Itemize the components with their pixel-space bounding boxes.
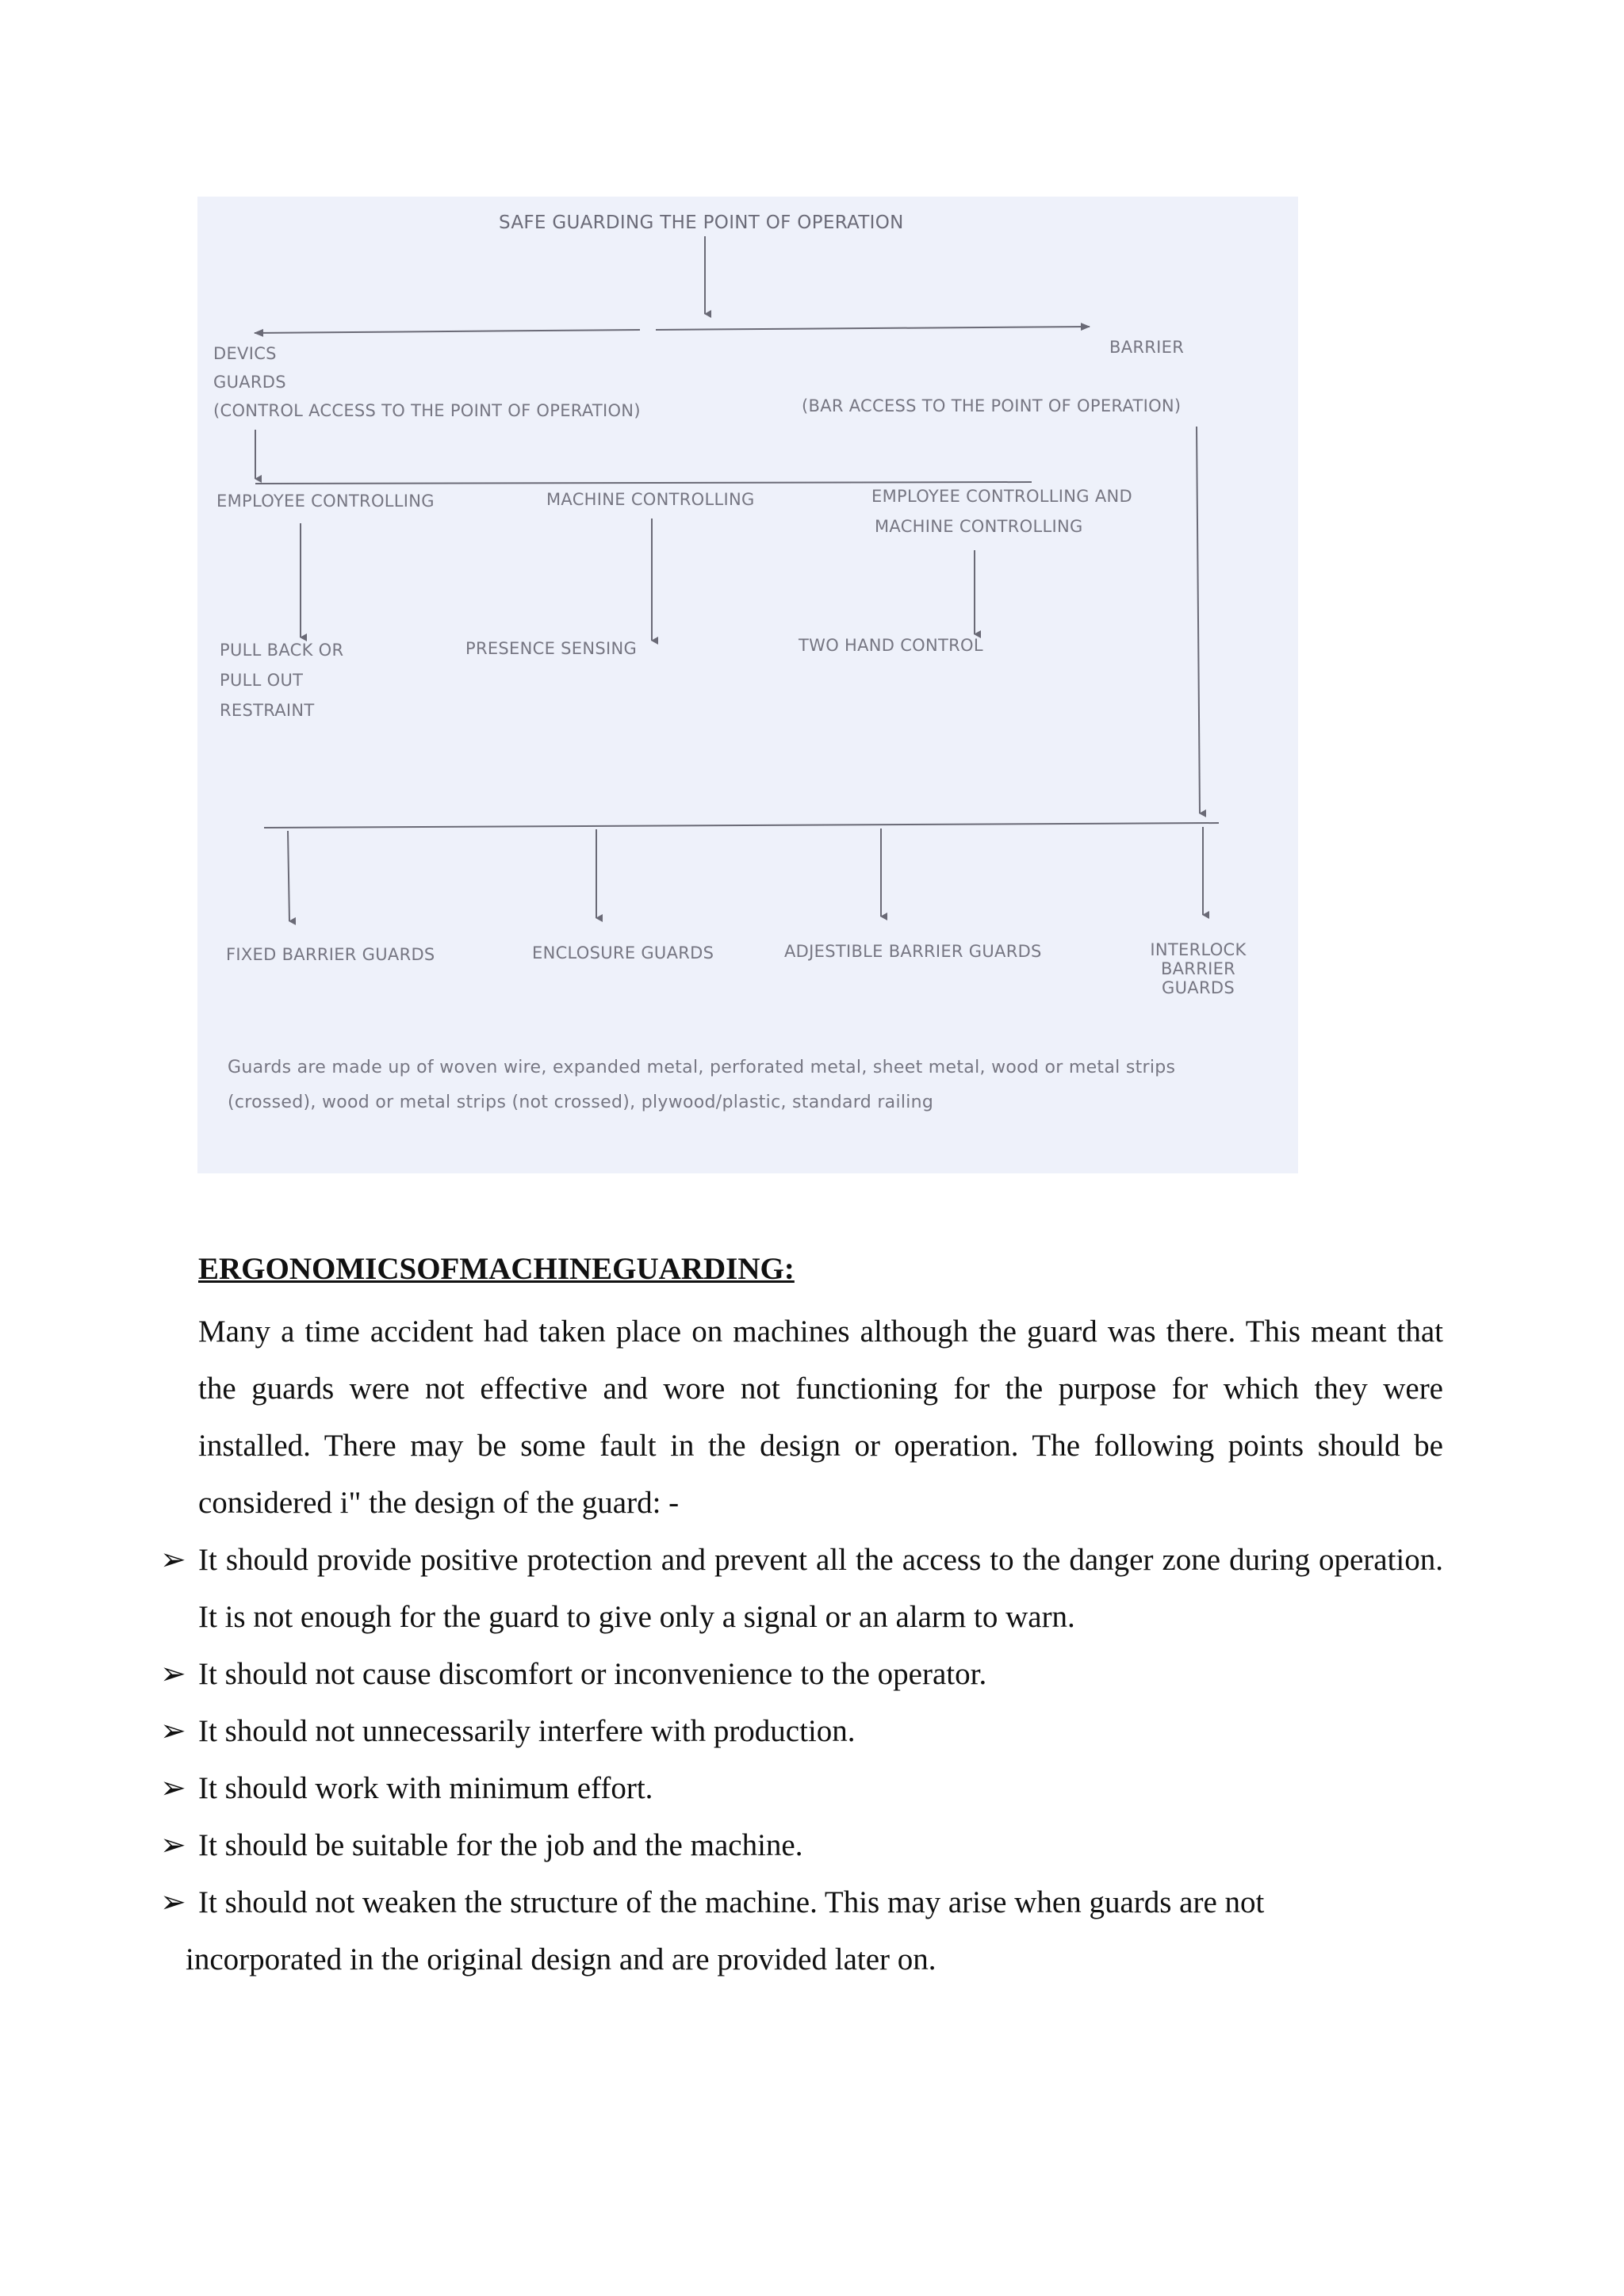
fixed-barrier-guards-label: FIXED BARRIER GUARDS — [226, 945, 435, 964]
arrow-bullet-icon: ➢ — [160, 1714, 186, 1748]
controlling-bar — [255, 482, 1032, 484]
figure-title: SAFE GUARDING THE POINT OF OPERATION — [499, 212, 904, 233]
arrow-bullet-icon: ➢ — [160, 1885, 186, 1919]
guards-label: GUARDS — [213, 373, 286, 392]
arrow-bullet-icon: ➢ — [160, 1828, 186, 1862]
employee-machine-label-1: EMPLOYEE CONTROLLING AND — [871, 487, 1132, 506]
guards-material-note-1: Guards are made up of woven wire, expanded metal, perforated metal, sheet metal, wood or metal strips — [228, 1058, 1176, 1077]
list-item-continuation: incorporated in the original design and are provided later on. — [186, 1942, 936, 1976]
enclosure-guards-label: ENCLOSURE GUARDS — [532, 943, 714, 962]
bar-access-label: (BAR ACCESS TO THE POINT OF OPERATION) — [802, 396, 1182, 415]
arrow-bullet-icon: ➢ — [160, 1657, 186, 1691]
list-item — [160, 1532, 1443, 1646]
adjestible-barrier-guards-label: ADJESTIBLE BARRIER GUARDS — [784, 942, 1042, 961]
pull-back-label: PULL BACK OR — [220, 641, 344, 660]
barrier-label: BARRIER — [1109, 338, 1185, 357]
list-item — [160, 1646, 1443, 1703]
list-item-text: It should not weaken the structure of the machine. This may arise when guards are not — [198, 1885, 1265, 1919]
list-item-text: It should not unnecessarily interfere with production. — [198, 1714, 856, 1748]
list-item — [160, 1703, 1443, 1760]
list-item — [160, 1760, 1443, 1817]
list-item — [160, 1817, 1443, 1874]
machine-controlling-label: MACHINE CONTROLLING — [546, 490, 755, 509]
arrow-bullet-icon: ➢ — [160, 1543, 186, 1577]
section-heading: ERGONOMICSOFMACHINEGUARDING: — [198, 1252, 795, 1286]
list-item-text: It should be suitable for the job and the machine. — [198, 1828, 803, 1862]
list-item — [160, 1874, 1443, 1931]
arrow-bullet-icon: ➢ — [160, 1771, 186, 1805]
list-item-text: It should provide positive protection and prevent all the access to the danger zone during operation. It is not enough for the guard to give only a signal or an alarm to warn. — [198, 1543, 1443, 1634]
interlock-label-1: INTERLOCK — [1150, 940, 1247, 959]
list-item-text: It should work with minimum effort. — [198, 1771, 653, 1805]
restraint-label: RESTRAINT — [220, 701, 315, 720]
presence-sensing-label: PRESENCE SENSING — [465, 639, 638, 658]
right-split-arrow — [656, 327, 1090, 330]
employee-controlling-label: EMPLOYEE CONTROLLING — [216, 492, 435, 511]
intro-paragraph: Many a time accident had taken place on machines although the guard was there. This meant that the guards were not effective and wore not functioning for the purpose for which they were installed. There may be some fault in the design or operation. The following points should be considered i" the design of the guard: - — [198, 1314, 1443, 1520]
devics-label: DEVICS — [213, 344, 277, 363]
list-item-text: It should not cause discomfort or inconvenience to the operator. — [198, 1657, 987, 1691]
flowchart-figure — [197, 197, 1298, 1173]
control-access-label: (CONTROL ACCESS TO THE POINT OF OPERATION) — [213, 401, 641, 420]
pull-out-label: PULL OUT — [220, 671, 304, 690]
employee-machine-label-2: MACHINE CONTROLLING — [875, 517, 1083, 536]
fixed-down-arrow — [288, 831, 289, 921]
interlock-label-3: GUARDS — [1162, 978, 1235, 997]
guards-bar — [264, 823, 1219, 828]
barrier-down-arrow — [1197, 427, 1200, 813]
left-split-arrow — [255, 330, 640, 333]
two-hand-control-label: TWO HAND CONTROL — [799, 636, 983, 655]
interlock-label-2: BARRIER — [1160, 959, 1236, 978]
guards-material-note-2: (crossed), wood or metal strips (not crossed), plywood/plastic, standard railing — [228, 1093, 934, 1112]
